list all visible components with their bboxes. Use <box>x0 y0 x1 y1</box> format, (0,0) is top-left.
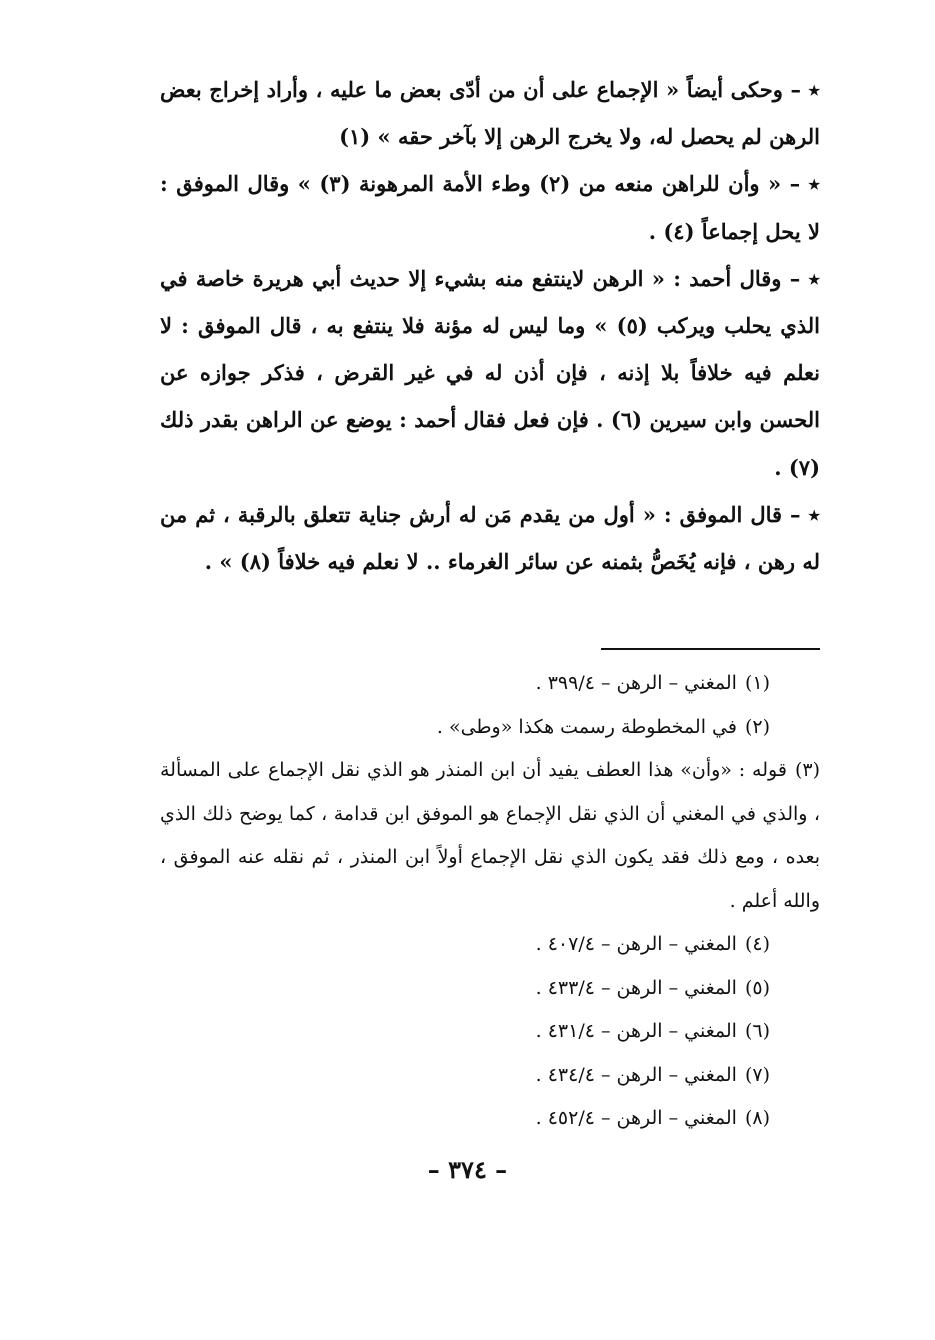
footnote-7 <box>160 1054 820 1098</box>
footnote-2 <box>160 706 820 750</box>
footnote-3 <box>160 749 820 923</box>
footnote-number: (٨) <box>744 1107 770 1129</box>
footnote-number: (٧) <box>744 1063 770 1086</box>
footnote-text: المغني – الرهن – ٤٠٧/٤ . <box>535 933 737 955</box>
footnote-5 <box>160 967 820 1011</box>
paragraph-3: ٭ – وقال أحمد : « الرهن لاينتفع منه بشيء إلا حديث أبي هريرة خاصة في الذي يحلب ويركب (٥) » وما ليس له مؤنة فلا ينتفع به ، قال الموفق : لا نعلم فيه خلافاً بلا إذنه ، فإن أذن له في غير القرض ، فذكر جوازه عن الحسن وابن سيرين (٦) . فإن فعل فقال أحمد : يوضع عن الراهن بقدر ذلك (٧) . <box>160 265 820 480</box>
footnote-8 <box>160 1097 820 1141</box>
footnote-1 <box>160 662 820 706</box>
footnote-4 <box>160 923 820 967</box>
paragraph-1: ٭ – وحكى أيضاً « الإجماع على أن من أدّى بعض ما عليه ، وأراد إخراج بعض الرهن لم يحصل له، ولا يخرج الرهن إلا بآخر حقه » (١) <box>160 77 820 150</box>
main-text <box>160 66 820 585</box>
footnote-text: المغني – الرهن – ٤٣١/٤ . <box>535 1020 737 1042</box>
footnote-6 <box>160 1010 820 1054</box>
footnote-text: المغني – الرهن – ٤٣٣/٤ . <box>535 976 737 999</box>
footnote-divider <box>601 648 820 650</box>
footnote-text: المغني – الرهن – ٣٩٩/٤ . <box>535 672 737 694</box>
footnote-number: (٣) <box>794 759 820 781</box>
footnote-text: المغني – الرهن – ٤٥٢/٤ . <box>535 1107 737 1129</box>
footnote-text: المغني – الرهن – ٤٣٤/٤ . <box>535 1063 737 1086</box>
page-number: – ٣٧٤ – <box>427 1155 508 1184</box>
paragraph-2: ٭ – « وأن للراهن منعه من (٢) وطء الأمة المرهونة (٣) » وقال الموفق : لا يحل إجماعاً (٤) . <box>160 171 820 244</box>
footnote-text: قوله : «وأن» هذا العطف يفيد أن ابن المنذر هو الذي نقل الإجماع على المسألة ، والذي في المغني أن الذي نقل الإجماع هو الموفق ابن قدامة ، كما يوضح ذلك الذي بعده ، ومع ذلك فقد يكون الذي نقل الإجماع أولاً ابن المنذر ، ثم نقله عنه الموفق ، والله أعلم . <box>160 759 820 912</box>
footnote-number: (٤) <box>744 933 770 955</box>
footnote-number: (١) <box>744 672 770 694</box>
footnote-number: (٢) <box>744 715 770 738</box>
footnote-number: (٦) <box>744 1020 770 1042</box>
footnote-number: (٥) <box>744 976 770 999</box>
paragraph-4: ٭ – قال الموفق : « أول من يقدم مَن له أرش جناية تتعلق بالرقبة ، ثم من له رهن ، فإنه يُخَصُّ بثمنه عن سائر الغرماء .. لا نعلم فيه خلافاً (٨) » . <box>160 501 820 575</box>
footnote-text: في المخطوطة رسمت هكذا «وطى» . <box>436 715 737 738</box>
footnotes <box>160 662 820 1141</box>
